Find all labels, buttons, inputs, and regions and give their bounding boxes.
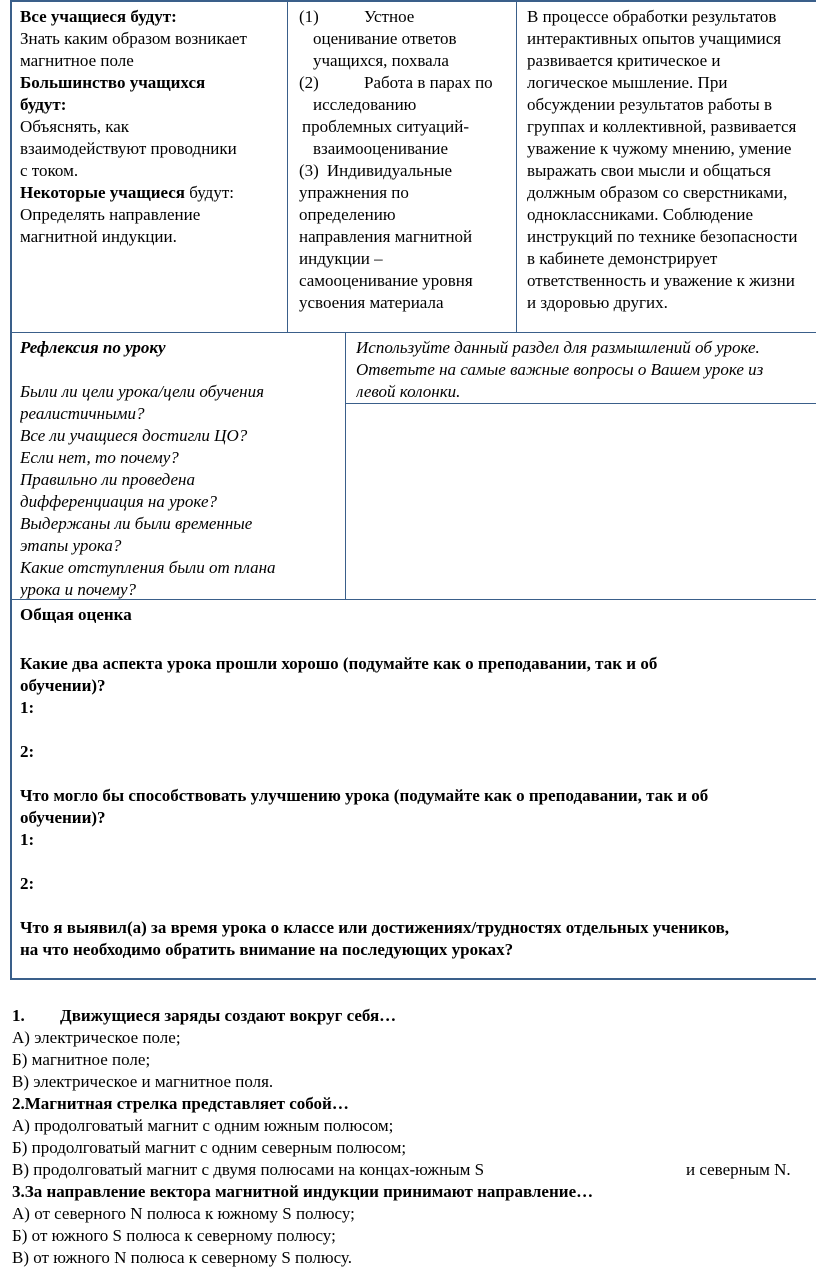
table-divider-row2 (10, 332, 816, 333)
reflection-question: Правильно ли проведена (20, 470, 195, 489)
values-line: инструкций по технике безопасности (527, 227, 798, 246)
assessment-line: определению (299, 205, 396, 224)
reflection-cell (20, 337, 344, 601)
quiz-option: Б) от южного S полюса к северному полюсу; (12, 1226, 336, 1245)
reflection-question: реалистичными? (20, 404, 145, 423)
overall-heading: Общая оценка (20, 605, 132, 624)
objectives-most-line: Объяснять, как (20, 117, 130, 136)
objectives-some-line: магнитной индукции. (20, 227, 177, 246)
overall-answer-label: 2: (20, 874, 35, 893)
table-border-top (10, 0, 816, 2)
table-border-bottom (10, 978, 816, 980)
values-line: должным образом со сверстниками, (527, 183, 788, 202)
assessment-line: учащихся, похвала (313, 51, 449, 70)
quiz-option: Б) продолговатый магнит с одним северным полюсом; (12, 1138, 407, 1157)
objectives-all-heading: Все учащиеся будут: (20, 7, 177, 26)
values-cell (527, 6, 816, 314)
overall-question-2: обучении)? (20, 808, 106, 827)
values-line: ответственность и уважение к жизни (527, 271, 795, 290)
assessment-cell (299, 6, 515, 314)
quiz-option (12, 1159, 816, 1181)
values-line: одноклассниками. Соблюдение (527, 205, 754, 224)
reflection-question: этапы урока? (20, 536, 122, 555)
overall-cell (20, 604, 816, 961)
overall-question-1: обучении)? (20, 676, 106, 695)
assessment-item-1: (1) Устное (299, 7, 415, 26)
reflection-question: дифференциация на уроке? (20, 492, 217, 511)
objectives-all-line: магнитное поле (20, 51, 134, 70)
quiz-option: А) электрическое поле; (12, 1028, 181, 1047)
quiz-option: В) от южного N полюса к северному S полюсу. (12, 1248, 352, 1267)
overall-answer-label: 1: (20, 698, 35, 717)
reflection-question: Все ли учащиеся достигли ЦО? (20, 426, 248, 445)
values-line: выражать свои мысли и общаться (527, 161, 771, 180)
quiz-question-1: 1. Движущиеся заряды создают вокруг себя… (12, 1006, 397, 1025)
overall-question-3: Что я выявил(а) за время урока о классе или достижениях/трудностях отдельных учеников, (20, 918, 729, 937)
assessment-line: самооценивание уровня (299, 271, 473, 290)
table-border-left (10, 0, 12, 980)
overall-answer-label: 1: (20, 830, 35, 849)
reflection-hint-cell (356, 337, 816, 403)
values-line: уважение к чужому мнению, умение (527, 139, 792, 158)
assessment-line: усвоения материала (299, 293, 444, 312)
overall-question-3: на что необходимо обратить внимание на последующих уроках? (20, 940, 514, 959)
values-line: обсуждении результатов работы в (527, 95, 773, 114)
assessment-line: направления магнитной (299, 227, 473, 246)
values-line: интерактивных опытов учащимися (527, 29, 782, 48)
assessment-line: взаимооценивание (313, 139, 449, 158)
reflection-hint-line: Используйте данный раздел для размышлений об уроке. (356, 338, 760, 357)
objectives-most-heading: будут: (20, 95, 67, 114)
values-line: логическое мышление. При (527, 73, 728, 92)
reflection-question: урока и почему? (20, 580, 137, 599)
overall-answer-label: 2: (20, 742, 35, 761)
assessment-line: проблемных ситуаций- (302, 117, 470, 136)
values-line: и здоровью других. (527, 293, 668, 312)
objectives-cell (20, 6, 286, 248)
quiz-question-3: 3.За направление вектора магнитной индукции принимают направление… (12, 1182, 594, 1201)
quiz-option: Б) магнитное поле; (12, 1050, 151, 1069)
reflection-question: Были ли цели урока/цели обучения (20, 382, 264, 401)
reflection-hint-line: левой колонки. (356, 382, 461, 401)
reflection-question: Если нет, то почему? (20, 448, 179, 467)
values-line: В процессе обработки результатов (527, 7, 777, 26)
quiz-option: А) продолговатый магнит с одним южным полюсом; (12, 1116, 394, 1135)
quiz-option-right: и северным N. (686, 1160, 791, 1179)
table-divider-row1-col2 (516, 0, 517, 332)
objectives-most-heading: Большинство учащихся (20, 73, 206, 92)
quiz-option-left: В) продолговатый магнит с двумя полюсами на концах-южным S (12, 1160, 485, 1179)
reflection-answer-area[interactable] (346, 404, 816, 599)
objectives-some-heading: Некоторые учащиеся будут: (20, 183, 234, 202)
objectives-some-line: Определять направление (20, 205, 201, 224)
reflection-question: Какие отступления были от плана (20, 558, 276, 577)
quiz-section (12, 1005, 816, 1269)
quiz-question-2: 2.Магнитная стрелка представляет собой… (12, 1094, 349, 1113)
assessment-line: упражнения по (299, 183, 409, 202)
quiz-option: А) от северного N полюса к южному S полюсу; (12, 1204, 355, 1223)
values-line: развивается критическое и (527, 51, 721, 70)
assessment-line: оценивание ответов (313, 29, 457, 48)
overall-question-2: Что могло бы способствовать улучшению урока (подумайте как о преподавании, так и об (20, 786, 709, 805)
objectives-all-line: Знать каким образом возникает (20, 29, 247, 48)
reflection-question: Выдержаны ли были временные (20, 514, 253, 533)
assessment-item-2: (2) Работа в парах по (299, 73, 493, 92)
assessment-line: исследованию (313, 95, 417, 114)
values-line: группах и коллективной, развивается (527, 117, 797, 136)
quiz-option: В) электрическое и магнитное поля. (12, 1072, 274, 1091)
overall-question-1: Какие два аспекта урока прошли хорошо (подумайте как о преподавании, так и об (20, 654, 658, 673)
assessment-item-3: (3) Индивидуальные (299, 161, 452, 180)
reflection-hint-line: Ответьте на самые важные вопросы о Вашем уроке из (356, 360, 764, 379)
assessment-line: индукции – (299, 249, 383, 268)
objectives-most-line: с током. (20, 161, 79, 180)
values-line: в кабинете демонстрирует (527, 249, 718, 268)
table-divider-row1-col1 (287, 0, 288, 332)
reflection-heading: Рефлексия по уроку (20, 338, 166, 357)
objectives-most-line: взаимодействуют проводники (20, 139, 237, 158)
